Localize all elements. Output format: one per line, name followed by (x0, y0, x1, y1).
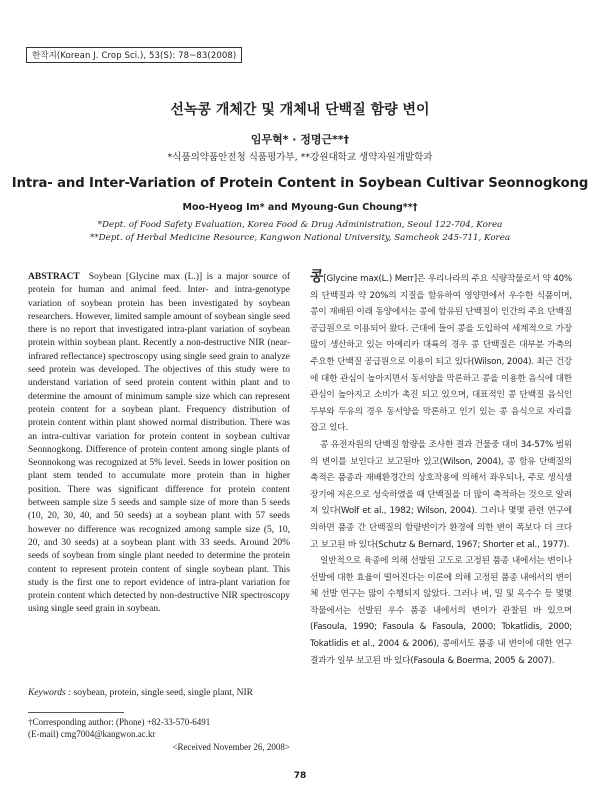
authors-english: Moo-Hyeog Im* and Myoung-Gun Choung**† (182, 202, 418, 213)
keywords (28, 687, 290, 700)
footnote-received: <Received November 26, 2008> (172, 741, 290, 752)
body-paragraph-2: 콩 유전자원의 단백질 함량을 조사한 결과 건물중 대비 34-57% 범위의 변이를 보인다고 보고된바 있고(Wilson, 2004), 콩 함유 단백질의 축적은 품종과 재배환경간의 상호작용에 의해서 좌우되나, 주로 생식생장기에 저온으로 성숙하였을 때 단백질을 더 많이 축적하는 것으로 알려져 있다(Wolf et al., 1982; Wilson, 2004). 그러나 몇몇 관련 연구에 의하면 품종 간 단백질의 함량변이가 환경에 의한 변이 폭보다 더 크다고 보고된 바 있다(Schutz & Bernard, 1967; Shorter et al., 1977). (310, 439, 572, 550)
abstract (28, 271, 290, 617)
footnote-divider (28, 712, 124, 713)
keywords-text: soybean, protein, single seed, single plant, NIR (71, 688, 253, 698)
footnote-corresponding: †Corresponding author: (Phone) +82-33-570-6491 (28, 717, 211, 727)
affiliation-english-line-1: *Dept. of Food Safety Evaluation, Korea Food & Drug Administration, Seoul 122-704, Korea (97, 220, 503, 230)
abstract-text: Soybean [Glycine max (L.)] is a major source of protein for human and animal feed. Inter- and intra-genotype variation of soybean protein has been investigated by soybean researchers. However, limited sample amount of soybean single seed there is no report that investigated intra-plant variation of soybean protein within soybean plant. Recently a non-destructive NIR (near-infrared reflectance) spectroscopy using single seed grain to analyze seed protein was developed. The objectives of this study were to understand variation of seed protein content within plant and to determine the amount of minimum sample size which can represent protein content for a soybean plant. Frequency distribution of protein content within plant showed normal distribution. There was an intra-cultivar variation for protein content in soybean cultivar Seonnogkong. Difference of protein content among single plants of Seonnokong was recognized at 5% level. Seeds in lower position on plant stem tended to accumulate more protein than in higher position. There was significant difference for protein content between sample size 5 seeds and sample size of more than 5 seeds (10, 20, 30, 40, and 50 seeds) at a soybean plant with 57 seeds however no difference was recognized among sample size (5, 10, 20, and 30 seeds) at a soybean plant with 33 seeds. Around 20% seeds of soybean from single plant needed to determine the protein content to represent protein content of single soybean plant. This study is the first one to report evidence of intra-plant variation for protein content which detected by non-destructive NIR spectroscopy using single seed grain in soybean. (28, 272, 290, 615)
body-paragraph-1-text: [Glycine max(L.) Merr]은 우리나라의 주요 식량작물로서 약 40%의 단백질과 약 20%의 지질을 함유하여 영양면에서 우수한 식품이며, 콩이 재배된 이래 동양에서는 콩에 함유된 단백질이 인간의 주요 단백질 공급원으로 이용되어 왔다. 근대에 들어 콩을 도입하여 세계적으로 가장 많이 생산하고 있는 아메리카 대륙의 경우 콩 단백질은 대부분 가축의 주요한 단백질 공급원으로 이용이 되고 있다(Wilson, 2004). 최근 건강에 대한 관심이 높아지면서 동서양을 막론하고 콩을 이용한 음식에 대한 관심이 높아지고 소비가 촉진 되고 있으며, 대표적인 콩 단백질 음식인 두부와 두유의 경우 동서양을 막론하고 인기 있는 콩 음식으로 자리를 잡고 있다. (310, 274, 572, 434)
affiliation-english-line-2: **Dept. of Herbal Medicine Resource, Kangwon National University, Samcheok 245-711, Korea (89, 233, 511, 243)
footnote (28, 716, 290, 753)
authors-korean: 임무혁* · 정명근**† (250, 133, 350, 146)
affiliation-english (70, 219, 530, 245)
body-korean (310, 271, 572, 669)
affiliation-korean: *식품의약품안전청 식품평가부, **강원대학교 생약자원개발학과 (167, 152, 433, 163)
title-english: Intra- and Inter-Variation of Protein Content in Soybean Cultivar Seonnogkong (11, 176, 589, 191)
footnote-email: (E-mail) cmg7004@kangwon.ac.kr (28, 729, 156, 740)
keywords-label: Keywords : (28, 688, 72, 698)
body-paragraph-1 (310, 271, 572, 437)
title-korean: 선녹콩 개체간 및 개체내 단백질 함량 변이 (170, 102, 430, 118)
journal-citation: 한작지(Korean J. Crop Sci.), 53(S): 78~83(2008) (26, 47, 242, 63)
page-number: 78 (293, 771, 307, 781)
body-initial-character: 콩 (310, 269, 324, 285)
abstract-heading: ABSTRACT (28, 272, 80, 282)
body-paragraph-3: 일반적으로 육종에 의해 선발된 고도로 고정된 품종 내에서는 변이나 선발에 대한 효율이 떨어진다는 이론에 의해 고정된 품종 내에서의 변이체 선발 연구는 많이 수행되지 않았다. 그러나 벼, 밀 및 옥수수 등 몇몇 작물에서는 선발된 우수 품종 내에서의 변이가 관찰된 바 있으며(Fasoula, 1990; Fasoula & Fasoula, 2000; Tokatlidis, 2000; Tokatlidis et al., 2004 & 2006), 콩에서도 품종 내 변이에 대한 연구결과가 일부 보고된 바 있다(Fasoula & Boerma, 2005 & 2007). (310, 556, 572, 666)
